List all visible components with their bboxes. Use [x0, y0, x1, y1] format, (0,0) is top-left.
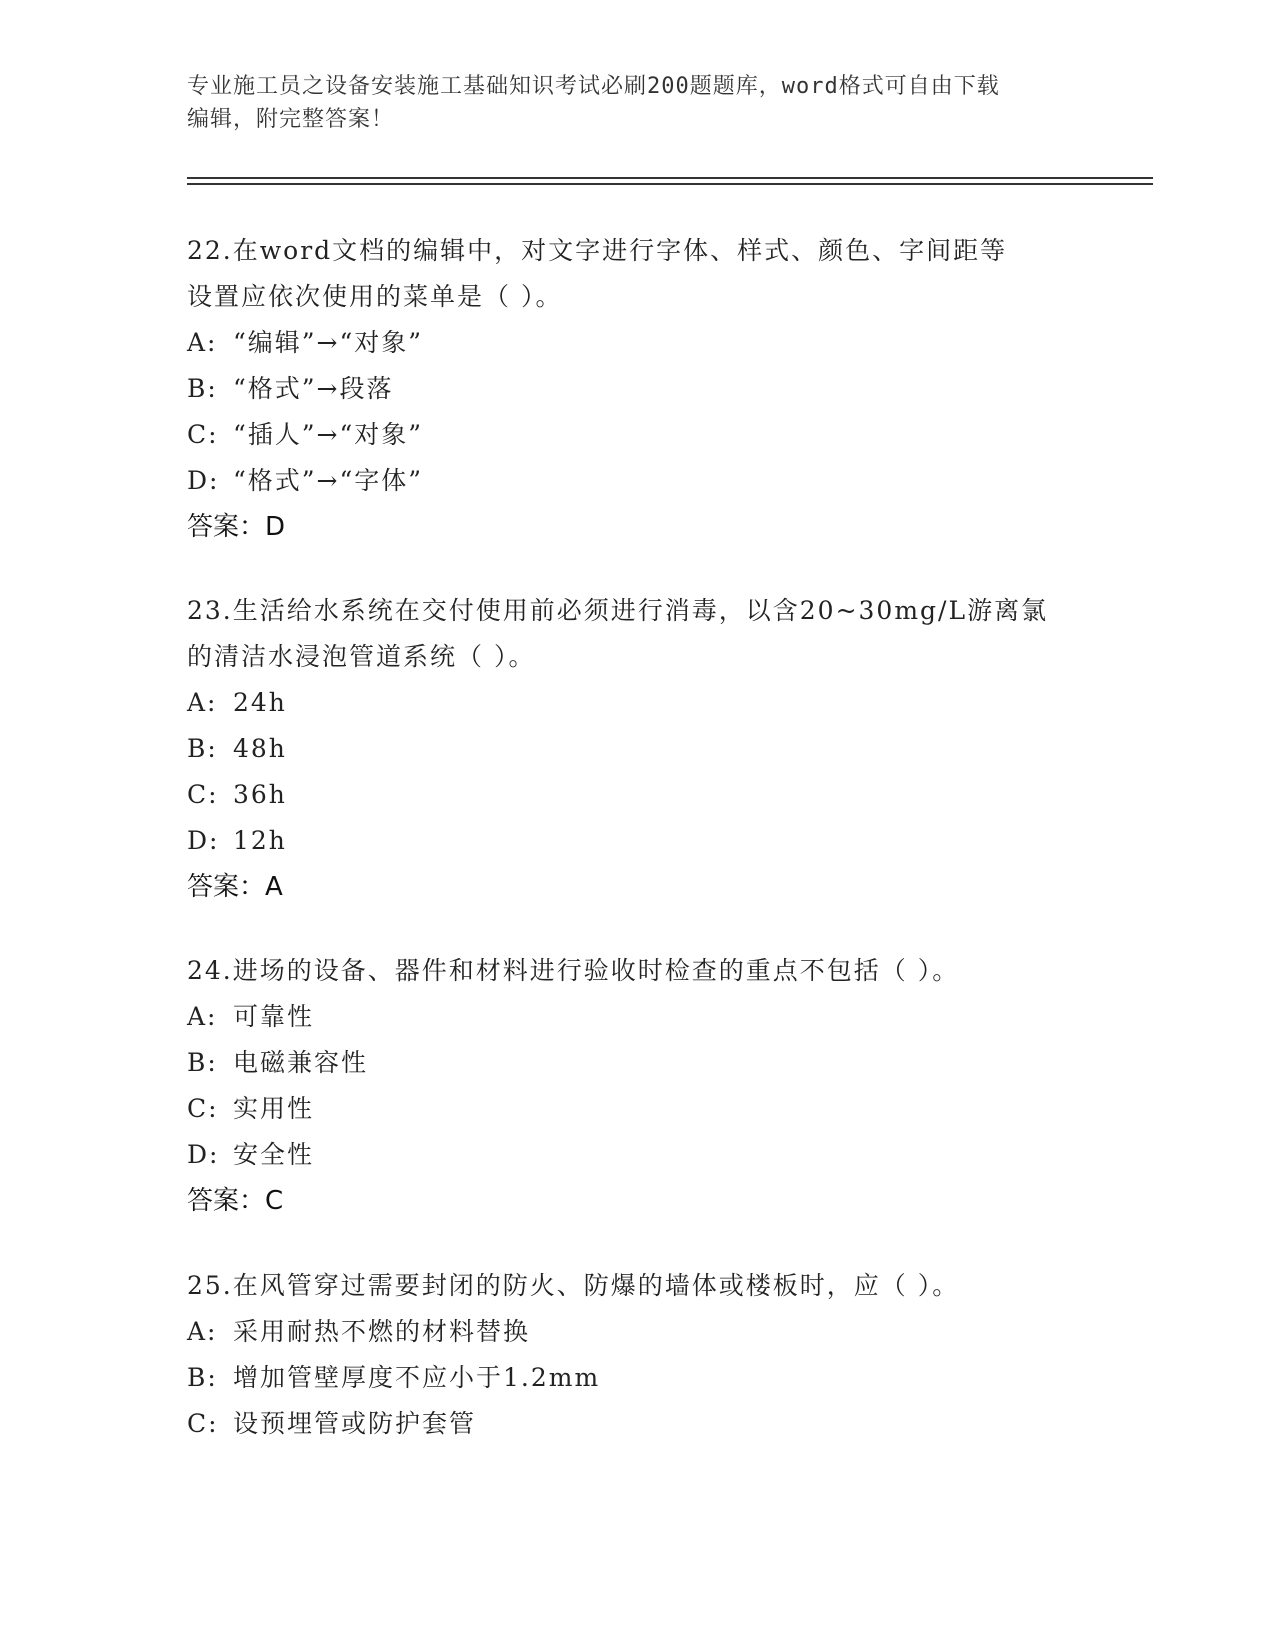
option-b [187, 366, 1087, 412]
header-divider-top [187, 177, 1153, 179]
option-d [187, 458, 1087, 504]
header-line-1: 专业施工员之设备安装施工基础知识考试必刷200题题库，word格式可自由下载 [187, 74, 1000, 99]
option-text: 增加管壁厚度不应小于1.2mm [233, 1363, 601, 1392]
option-c [187, 412, 1087, 458]
option-text: “编辑”→“对象” [233, 328, 424, 357]
option-key: B: [187, 734, 218, 763]
option-key: B: [187, 374, 218, 403]
option-text: 48h [233, 734, 287, 763]
option-text: 12h [233, 826, 287, 855]
header-divider-bottom [187, 183, 1153, 185]
option-c [187, 772, 1087, 818]
option-b [187, 1355, 1087, 1401]
question-stem-line: 24.进场的设备、器件和材料进行验收时检查的重点不包括（ ）。 [187, 956, 960, 985]
document-header [187, 70, 1087, 136]
option-d [187, 818, 1087, 864]
option-text: “插人”→“对象” [233, 420, 424, 449]
answer-line: 答案：D [187, 512, 286, 542]
option-b [187, 1040, 1087, 1086]
option-text: “格式”→“字体” [233, 466, 424, 495]
option-key: B: [187, 1363, 218, 1392]
option-key: C: [187, 1409, 219, 1438]
option-text: 设预埋管或防护套管 [233, 1409, 477, 1438]
question-stem-line: 的清洁水浸泡管道系统（ ）。 [187, 642, 536, 671]
question-23 [187, 588, 1087, 910]
option-b [187, 726, 1087, 772]
option-key: A: [187, 688, 218, 717]
option-key: A: [187, 1002, 218, 1031]
option-text: 电磁兼容性 [233, 1048, 369, 1077]
option-c [187, 1401, 1087, 1447]
question-22 [187, 228, 1087, 550]
option-text: 24h [233, 688, 287, 717]
header-line-2: 编辑，附完整答案！ [187, 107, 395, 132]
option-key: D: [187, 1140, 220, 1169]
option-key: A: [187, 328, 218, 357]
option-text: “格式”→段落 [233, 374, 394, 403]
option-a [187, 1309, 1087, 1355]
question-24 [187, 948, 1087, 1224]
option-d [187, 1132, 1087, 1178]
question-stem-line: 25.在风管穿过需要封闭的防火、防爆的墙体或楼板时，应（ ）。 [187, 1271, 960, 1300]
option-key: D: [187, 466, 220, 495]
option-a [187, 680, 1087, 726]
option-c [187, 1086, 1087, 1132]
option-text: 采用耐热不燃的材料替换 [233, 1317, 531, 1346]
question-stem-line: 设置应依次使用的菜单是（ ）。 [187, 282, 563, 311]
option-text: 安全性 [233, 1140, 315, 1169]
question-stem-line: 23.生活给水系统在交付使用前必须进行消毒，以含20~30mg/L游离氯 [187, 596, 1049, 625]
option-key: C: [187, 420, 219, 449]
option-a [187, 994, 1087, 1040]
question-25 [187, 1263, 1087, 1447]
option-key: D: [187, 826, 220, 855]
answer-line: 答案：C [187, 1186, 284, 1216]
option-key: C: [187, 780, 219, 809]
option-key: C: [187, 1094, 219, 1123]
option-a [187, 320, 1087, 366]
option-text: 可靠性 [233, 1002, 315, 1031]
option-text: 36h [233, 780, 287, 809]
option-key: B: [187, 1048, 218, 1077]
option-text: 实用性 [233, 1094, 315, 1123]
option-key: A: [187, 1317, 218, 1346]
answer-line: 答案：A [187, 872, 283, 902]
question-stem-line: 22.在word文档的编辑中，对文字进行字体、样式、颜色、字间距等 [187, 236, 1008, 265]
